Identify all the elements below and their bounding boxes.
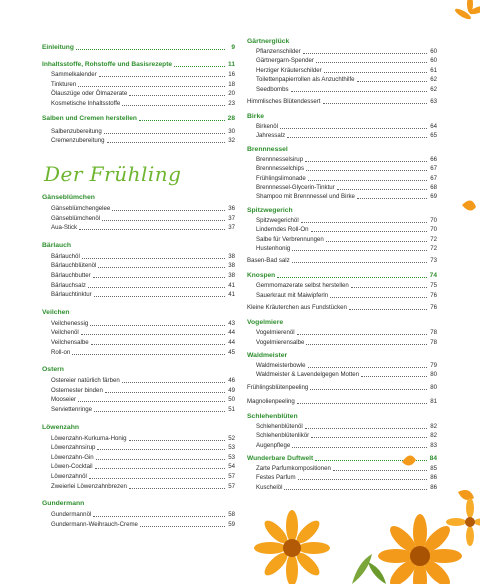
dot-leader [292, 261, 427, 263]
toc-entry-page: 51 [228, 406, 235, 413]
toc-entry-title: Bärlauchbutter [51, 272, 91, 279]
toc-entry-page: 9 [231, 44, 235, 51]
toc-entry-title: Festes Parfum [256, 474, 296, 482]
toc-entry-page: 20 [228, 90, 235, 97]
dot-leader [292, 446, 427, 448]
dot-leader [97, 448, 225, 450]
toc-entry [247, 57, 437, 65]
toc-entry-page: 62 [430, 76, 437, 84]
toc-entry-title: Jahressalz [256, 132, 286, 140]
toc-entry-title: Hustenhonig [256, 245, 291, 252]
toc-entry-title: Vogelmierenöl [256, 329, 295, 337]
toc-entry-title: Löwenzahn-Gin [51, 453, 94, 461]
dot-leader [361, 375, 427, 377]
toc-entry-page: 18 [228, 81, 235, 88]
toc-entry [247, 371, 437, 379]
toc-entry-title: Veilchenessig [51, 319, 89, 327]
toc-entry-title: Waldmeister & Lavendelgegen Motten [256, 371, 360, 379]
toc-entry-title: Gänseblümchenöl [51, 214, 101, 222]
dot-leader [99, 75, 225, 77]
toc-entry [247, 132, 437, 140]
toc-entry-title: Aua-Stick [51, 224, 78, 232]
dot-leader [96, 458, 225, 460]
dot-leader [94, 295, 225, 297]
toc-entry-page: 65 [430, 132, 437, 140]
toc-entry-title: Gänseblümchengelee [51, 205, 111, 212]
toc-entry-page: 30 [228, 128, 235, 135]
dot-leader [284, 488, 427, 490]
toc-entry-page: 82 [430, 432, 437, 440]
toc-entry-page: 67 [430, 165, 437, 173]
section-heading: Spitzwegerich [247, 206, 293, 214]
toc-entry-page: 72 [430, 245, 437, 252]
toc-entry [247, 217, 437, 225]
toc-entry-page: 44 [228, 329, 235, 337]
toc-entry-title: Waldmeisterbowle [256, 362, 306, 369]
toc-entry [247, 86, 437, 94]
toc-entry-title: Shampoo mit Brennnessel und Birke [256, 193, 355, 201]
toc-entry-page: 23 [228, 100, 235, 107]
toc-entry-title: Mooseier [51, 396, 77, 404]
toc-entry [42, 282, 235, 290]
toc-entry [247, 398, 437, 406]
toc-entry-page: 67 [430, 174, 437, 182]
toc-entry-page: 49 [228, 386, 235, 394]
dot-leader [301, 221, 427, 223]
dot-leader [72, 353, 225, 355]
dot-leader [326, 240, 427, 242]
toc-entry-title: Zarte Parfumkompositionen [256, 465, 331, 472]
calendula-flower-icon [254, 510, 330, 584]
dot-leader [174, 65, 225, 67]
toc-entry-page: 85 [430, 465, 437, 472]
toc-entry [42, 483, 235, 491]
toc-entry-page: 75 [430, 282, 437, 290]
toc-entry-title: Bärlauchblütenöl [51, 262, 97, 270]
dot-leader [323, 102, 428, 104]
dot-leader [316, 61, 427, 63]
toc-entry [42, 454, 235, 462]
dot-leader [98, 266, 225, 268]
toc-entry-page: 61 [430, 66, 437, 74]
section-heading: Waldmeister [247, 352, 288, 359]
toc-entry-title: Toilettenpapierrollen als Anzuchthilfe [256, 76, 355, 84]
toc-entry-title: Ostereier natürlich färben [51, 377, 120, 385]
dot-leader [308, 366, 427, 368]
toc-entry-page: 53 [228, 453, 235, 461]
dot-leader [308, 179, 427, 181]
dot-leader [310, 388, 427, 390]
toc-entry-title: Vogelmierensalbe [256, 338, 305, 346]
toc-entry-title: Gundermannöl [51, 511, 92, 519]
toc-entry [42, 339, 235, 347]
toc-entry-title: Löwenzahnsirup [51, 444, 96, 452]
dot-leader [105, 391, 225, 393]
toc-entry [247, 432, 437, 440]
toc-entry [42, 205, 235, 213]
dot-leader [305, 427, 427, 429]
toc-entry [247, 48, 437, 56]
toc-entry [247, 175, 437, 183]
toc-entry [247, 465, 437, 473]
section-heading: Löwenzahn [42, 423, 80, 431]
section-heading: Gärtnerglück [247, 38, 290, 45]
toc-entry-page: 60 [430, 57, 437, 65]
toc-entry-title: Linderndes Roll-On [256, 226, 309, 234]
toc-entry [42, 90, 235, 98]
toc-entry [247, 245, 437, 253]
calendula-flower-icon [446, 498, 480, 546]
toc-entry [42, 81, 235, 89]
toc-entry [247, 362, 437, 370]
toc-entry [42, 100, 235, 108]
toc-entry [247, 76, 437, 84]
toc-entry [247, 339, 437, 347]
toc-entry-page: 43 [228, 319, 235, 327]
toc-entry-page: 82 [430, 422, 437, 430]
toc-entry [42, 511, 235, 519]
toc-entry-title: Kleine Kräuterchen aus Fundstücken [247, 304, 347, 312]
toc-entry [247, 236, 437, 244]
section-heading: Bärlauch [42, 241, 72, 249]
toc-entry-page: 44 [228, 339, 235, 346]
dot-leader [139, 119, 225, 121]
dot-leader [129, 94, 225, 96]
toc-entry-title: Löwen-Cocktail [51, 463, 93, 471]
toc-entry-page: 58 [228, 511, 235, 519]
toc-entry-page: 45 [228, 348, 235, 356]
dot-leader [90, 324, 225, 326]
toc-entry-page: 80 [430, 371, 437, 379]
dot-leader [311, 436, 427, 438]
toc-entry-title: Bärlauchsalz [51, 281, 86, 289]
dot-leader [277, 276, 427, 278]
toc-entry [247, 442, 437, 450]
toc-entry [247, 292, 437, 300]
toc-entry-page: 16 [228, 71, 235, 78]
dot-leader [88, 286, 225, 288]
section-heading: Gänseblümchen [42, 194, 95, 201]
toc-entry-page: 70 [430, 226, 437, 234]
toc-entry-title: Kuschelöl [256, 483, 283, 491]
dot-leader [93, 276, 225, 278]
dot-leader [78, 85, 225, 87]
toc-entry-page: 46 [228, 377, 235, 385]
dot-leader [324, 71, 427, 73]
toc-entry [42, 291, 235, 299]
toc-entry [247, 226, 437, 234]
toc-entry [42, 215, 235, 223]
toc-entry-page: 72 [430, 235, 437, 243]
dot-leader [107, 141, 225, 143]
toc-entry-page: 28 [227, 115, 235, 122]
toc-entry-title: Birkenöl [256, 123, 279, 130]
toc-entry [247, 98, 437, 106]
toc-entry-title: Tinkturen [51, 81, 77, 88]
toc-entry [247, 282, 437, 290]
toc-entry-page: 38 [228, 272, 235, 279]
toc-entry-title: Pflanzenschilder [256, 48, 301, 55]
dot-leader [129, 439, 225, 441]
toc-entry-page: 57 [228, 473, 235, 480]
toc-entry-title: Brennnessel-Glycerin-Tinktur [256, 184, 335, 191]
calendula-flower-icon [378, 514, 462, 584]
dot-leader [122, 104, 225, 106]
toc-entry [42, 406, 235, 414]
toc-entry-title: Brennnesselsirup [256, 155, 304, 163]
dot-leader [89, 477, 225, 479]
toc-entry-page: 57 [228, 482, 235, 490]
chapter-title: Der Frühling [44, 162, 182, 186]
dot-leader [104, 132, 225, 134]
toc-entry-page: 38 [228, 262, 235, 270]
toc-entry [42, 61, 235, 69]
toc-entry-title: Cremenzubereitung [51, 137, 105, 144]
dot-leader [303, 52, 427, 54]
dot-leader [315, 459, 427, 461]
toc-entry [247, 156, 437, 164]
dot-leader [280, 127, 427, 129]
toc-entry-page: 76 [430, 291, 437, 299]
dot-leader [357, 80, 427, 82]
dot-leader [297, 333, 427, 335]
dot-leader [287, 136, 427, 138]
toc-entry [42, 71, 235, 79]
toc-entry [42, 473, 235, 481]
dot-leader [298, 478, 427, 480]
toc-entry-title: Zweierlei Löwenzahnbrezen [51, 482, 127, 490]
dot-leader [305, 160, 427, 162]
toc-entry [247, 123, 437, 131]
toc-entry-page: 37 [228, 224, 235, 232]
toc-entry-page: 76 [430, 304, 437, 312]
dot-leader [95, 467, 225, 469]
toc-entry-page: 83 [430, 441, 437, 449]
toc-entry-title: Knospen [247, 272, 276, 280]
dot-leader [306, 169, 427, 171]
leaf-icon [368, 562, 386, 584]
toc-entry-title: Kosmetische Inhaltsstoffe [51, 100, 121, 107]
toc-entry-title: Magnolienpeeling [247, 397, 295, 405]
toc-entry [247, 67, 437, 75]
dot-leader [292, 249, 427, 251]
dot-leader [311, 230, 427, 232]
dot-leader [297, 402, 427, 404]
toc-entry-page: 60 [430, 48, 437, 55]
dot-leader [81, 333, 225, 335]
section-heading: Schlehenblüten [247, 412, 298, 420]
toc-entry-title: Serviettenringe [51, 406, 92, 413]
toc-entry-page: 66 [430, 155, 437, 163]
toc-entry-page: 81 [430, 397, 437, 405]
toc-entry-page: 36 [228, 205, 235, 212]
toc-entry-title: Schlehenblütenlikör [256, 432, 310, 440]
toc-entry [247, 423, 437, 431]
toc-entry-title: Schlehenblütenöl [256, 422, 303, 430]
section-heading: Brennnessel [247, 145, 288, 153]
toc-entry-title: Bärlauchtinktur [51, 291, 92, 299]
toc-entry-title: Veilchenöl [51, 329, 79, 337]
toc-entry [247, 484, 437, 492]
dot-leader [91, 343, 225, 345]
toc-entry-page: 80 [430, 383, 437, 391]
section-heading: Ostern [42, 366, 64, 374]
leaf-icon [352, 554, 372, 584]
section-heading: Birke [247, 113, 265, 120]
toc-entry [247, 257, 437, 265]
dot-leader [78, 400, 225, 402]
toc-entry-page: 86 [430, 483, 437, 491]
toc-entry-title: Löwenzahn-Kurkuma-Honig [51, 434, 127, 442]
dot-leader [79, 228, 225, 230]
toc-entry-title: Basen-Bad salz [247, 257, 290, 265]
toc-entry-page: 59 [228, 520, 235, 528]
dot-leader [94, 410, 225, 412]
section-heading: Vogelmiere [247, 319, 284, 327]
toc-entry [247, 474, 437, 482]
toc-entry-page: 73 [430, 257, 437, 265]
toc-entry-title: Gärtnergarn-Spender [256, 57, 314, 65]
toc-entry-title: Gemmomazerate selbst herstellen [256, 282, 349, 290]
toc-entry-title: Augenpflege [256, 441, 291, 449]
toc-entry-page: 53 [228, 444, 235, 452]
dot-leader [306, 343, 427, 345]
toc-entry [42, 115, 235, 123]
toc-entry [42, 253, 235, 261]
toc-entry-page: 32 [228, 137, 235, 144]
section-heading: Veilchen [42, 308, 70, 316]
toc-entry [247, 165, 437, 173]
toc-entry-title: Inhaltsstoffe, Rohstoffe und Basisrezepte [42, 61, 173, 68]
toc-entry-page: 11 [228, 61, 235, 68]
toc-entry-page: 74 [429, 272, 437, 280]
toc-entry-page: 78 [430, 329, 437, 337]
toc-entry-title: Roll-on [51, 348, 71, 356]
toc-entry-title: Salben und Cremen herstellen [42, 115, 137, 122]
dot-leader [112, 209, 225, 211]
toc-entry-page: 50 [228, 396, 235, 404]
toc-entry-page: 70 [430, 216, 437, 224]
toc-entry [42, 387, 235, 395]
toc-entry-title: Osternester binden [51, 386, 103, 394]
toc-entry [42, 320, 235, 328]
toc-entry-page: 78 [430, 338, 437, 346]
toc-entry-title: Salbe für Verbrennungen [256, 235, 324, 243]
toc-entry-title: Wunderbare Duftwelt [247, 455, 314, 462]
section-heading: Gundermann [42, 500, 85, 508]
toc-entry-page: 63 [430, 98, 437, 105]
toc-entry [42, 396, 235, 404]
toc-entry-page: 52 [228, 434, 235, 442]
toc-entry-title: Frühlingsblütenpeeling [247, 383, 309, 391]
toc-entry-title: Spitzwegerichöl [256, 216, 299, 224]
dot-leader [82, 257, 225, 259]
toc-entry [247, 304, 437, 312]
toc-entry-title: Brennnesselchips [256, 165, 305, 173]
dot-leader [76, 48, 225, 50]
toc-entry [42, 137, 235, 145]
toc-entry-page: 38 [228, 252, 235, 260]
toc-entry-title: Löwenzahnöl [51, 473, 87, 480]
toc-entry-page: 84 [429, 455, 437, 462]
toc-entry [42, 329, 235, 337]
toc-entry-title: Sammelkalender [51, 71, 97, 78]
toc-entry-title: Himmlisches Blütendessert [247, 98, 321, 105]
toc-entry-title: Gundermann-Weihrauch-Creme [51, 520, 138, 528]
toc-entry-title: Ölauszüge oder Ölmazerate [51, 90, 128, 97]
toc-entry [42, 128, 235, 136]
toc-entry-page: 68 [430, 184, 437, 191]
toc-entry-title: Sauerkraut mit Maiwipferln [256, 291, 329, 299]
toc-entry-title: Veilchensalbe [51, 339, 89, 346]
toc-entry-title: Frühlingslimonade [256, 174, 306, 182]
toc-entry [42, 463, 235, 471]
toc-entry [247, 384, 437, 392]
dot-leader [351, 286, 427, 288]
toc-entry-page: 64 [430, 123, 437, 130]
toc-entry-title: Seedbombs [256, 85, 289, 93]
toc-entry-title: Salbenzubereitung [51, 128, 102, 135]
dot-leader [129, 487, 225, 489]
toc-entry [247, 184, 437, 192]
toc-entry [42, 377, 235, 385]
dot-leader [93, 515, 225, 517]
toc-entry-title: Einleitung [42, 44, 74, 51]
toc-entry [42, 262, 235, 270]
dot-leader [337, 188, 427, 190]
toc-entry [247, 329, 437, 337]
toc-entry-page: 69 [430, 193, 437, 201]
dot-leader [357, 197, 427, 199]
toc-entry-page: 86 [430, 474, 437, 482]
toc-entry-page: 54 [228, 463, 235, 471]
toc-entry-page: 41 [228, 281, 235, 289]
toc-entry [42, 521, 235, 529]
toc-entry-page: 41 [228, 291, 235, 299]
toc-entry [42, 272, 235, 280]
toc-entry [42, 44, 235, 52]
toc-entry [247, 455, 437, 463]
dot-leader [291, 90, 427, 92]
toc-entry [42, 444, 235, 452]
toc-entry-title: Bärlauchöl [51, 252, 80, 260]
toc-entry-title: Herziger Kräuterschilder [256, 66, 322, 74]
toc-entry-page: 79 [430, 362, 437, 369]
dot-leader [333, 469, 427, 471]
toc-entry [42, 349, 235, 357]
toc-entry [247, 193, 437, 201]
dot-leader [102, 219, 225, 221]
dot-leader [330, 296, 427, 298]
dot-leader [122, 381, 225, 383]
toc-entry [42, 224, 235, 232]
toc-entry [247, 272, 437, 280]
dot-leader [140, 525, 225, 527]
toc-entry-page: 37 [228, 214, 235, 222]
dot-leader [349, 308, 427, 310]
toc-entry-page: 62 [430, 85, 437, 93]
toc-entry [42, 435, 235, 443]
